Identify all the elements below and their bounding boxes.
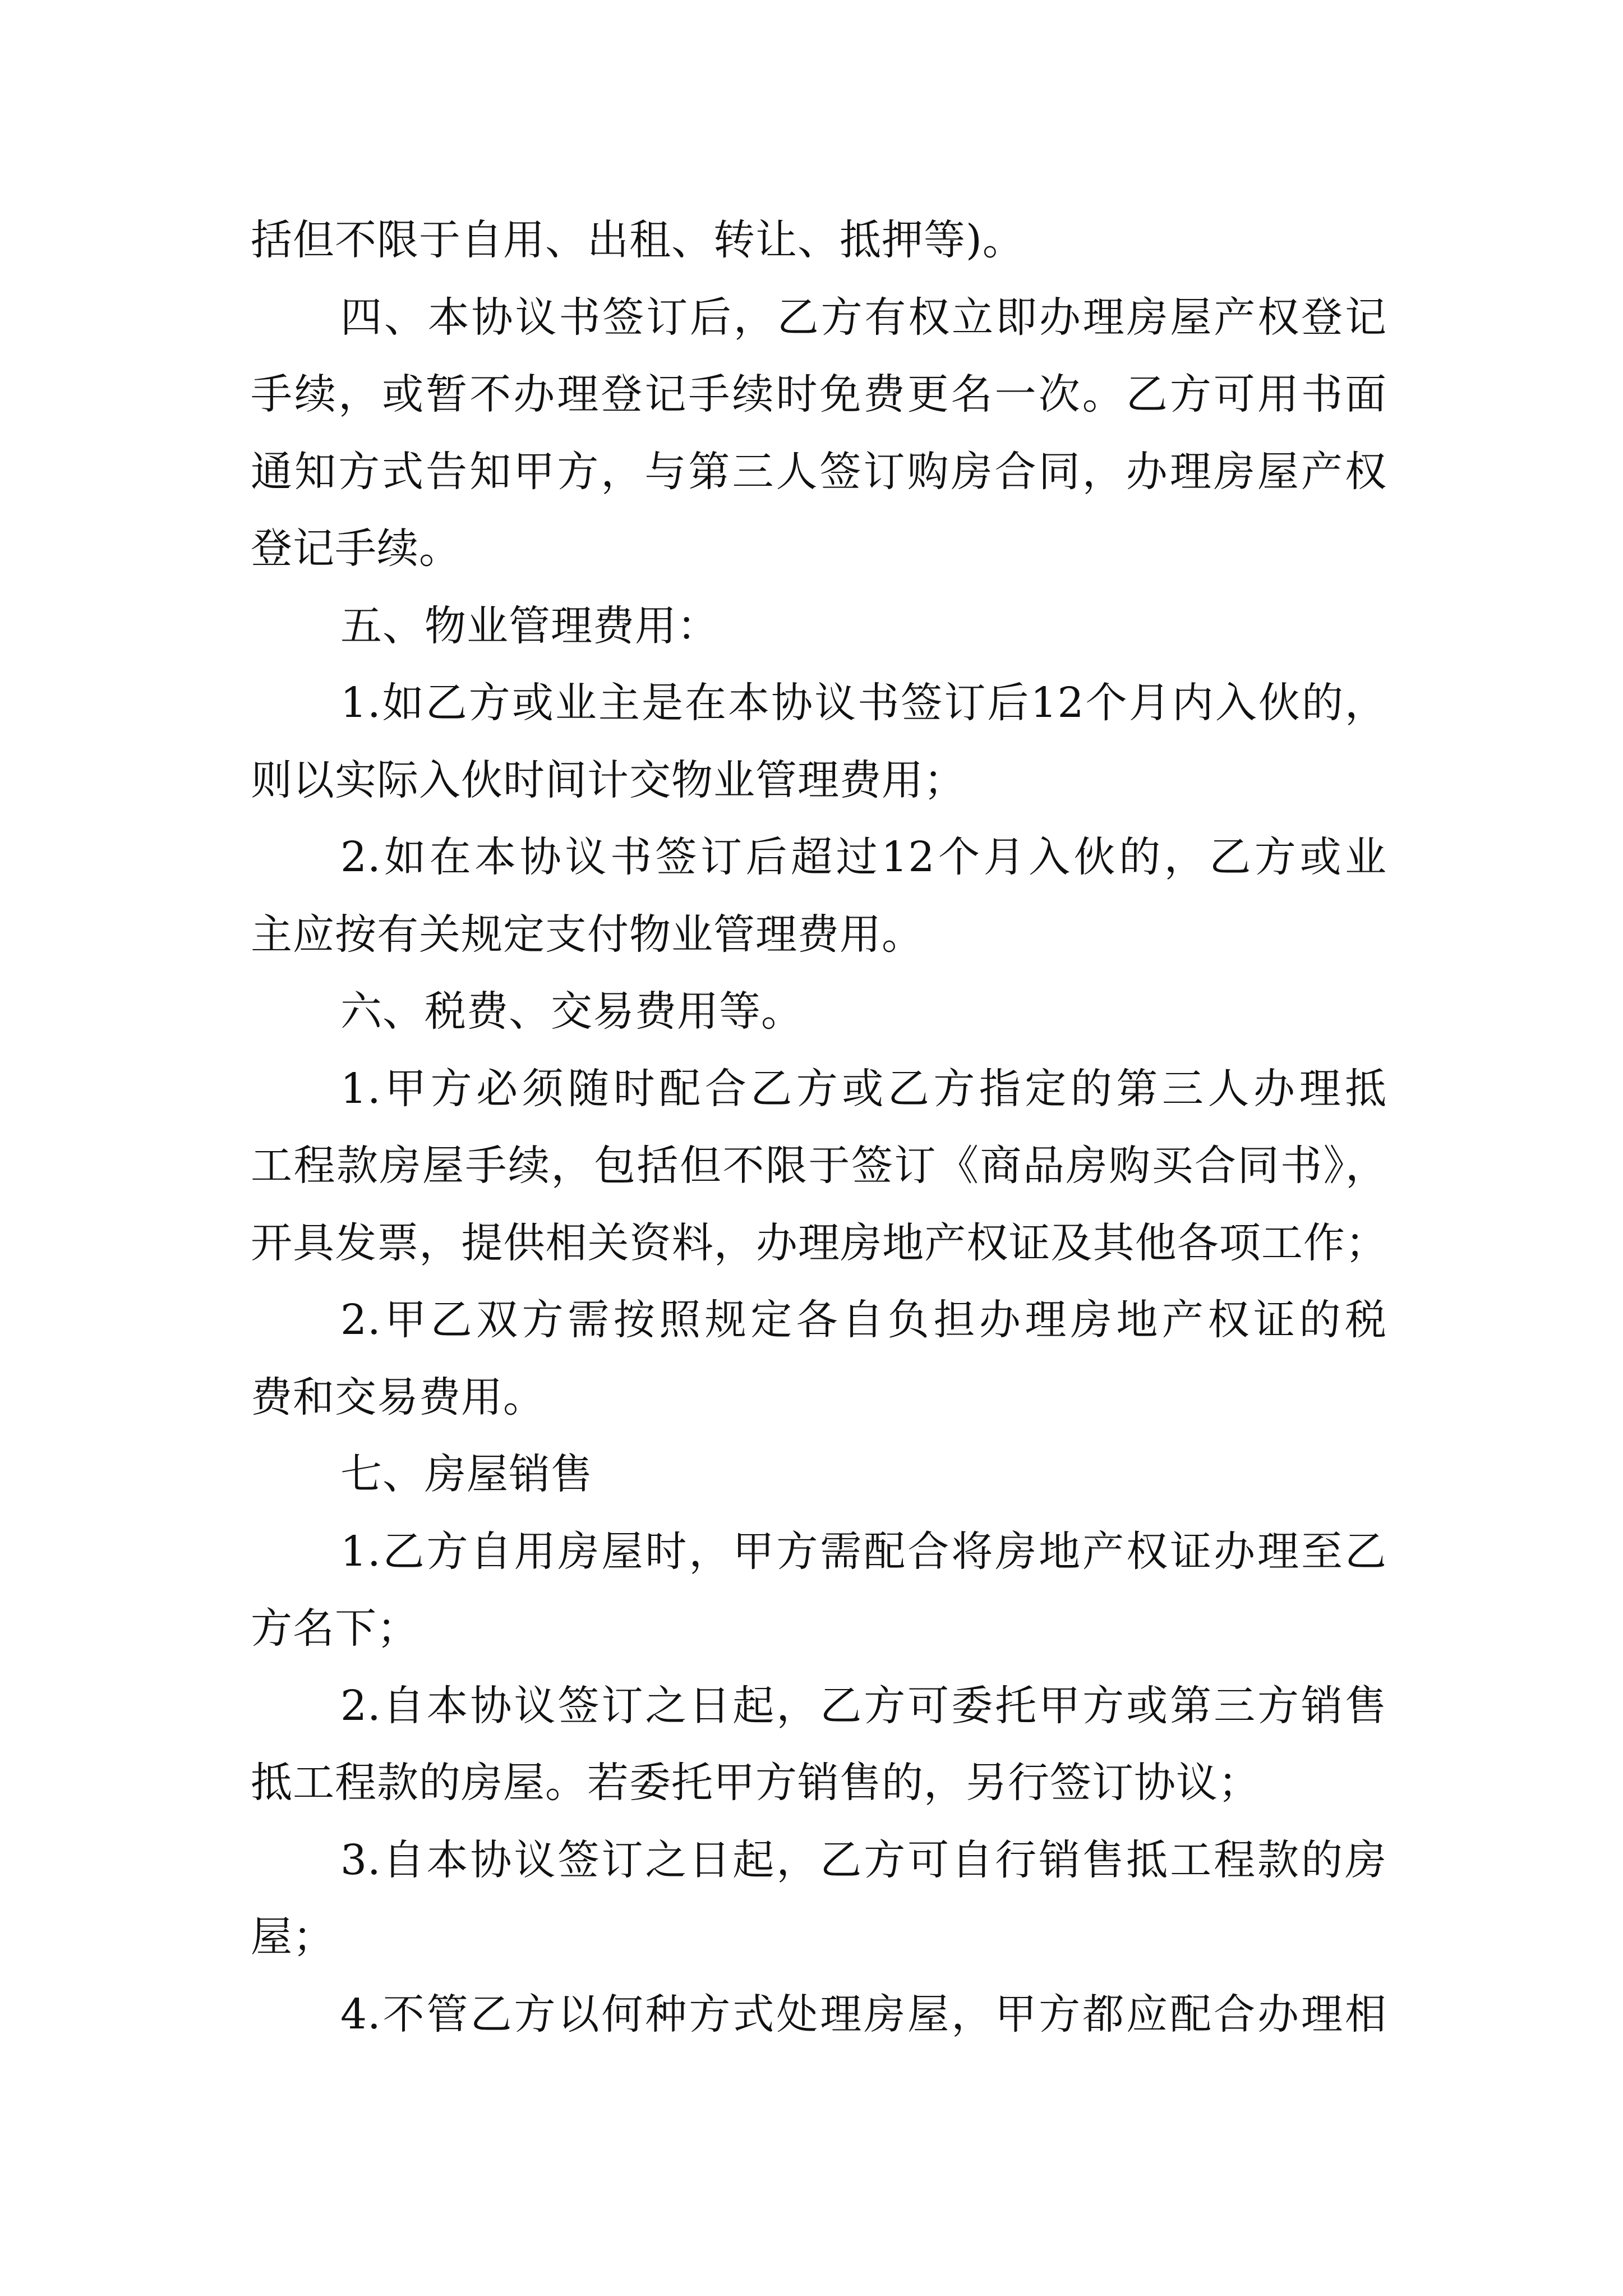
text-line: 3.自本协议签订之日起，乙方可自行销售抵工程款的房: [340, 1835, 1387, 1884]
text-line: 开具发票，提供相关资料，办理房地产权证及其他各项工作；: [251, 1218, 1387, 1267]
text-line: 登记手续。: [251, 524, 461, 573]
paragraph-clause-7-item-2: [251, 1668, 1387, 1822]
text-line: 括但不限于自用、出租、转让、抵押等)。: [251, 216, 1025, 264]
text-line: 2.如在本协议书签订后超过12个月入伙的，乙方或业: [340, 833, 1387, 881]
text-line: 四、本协议书签订后，乙方有权立即办理房屋产权登记: [340, 293, 1387, 342]
paragraph-clause-6-item-1: [251, 1051, 1387, 1282]
text-line: 方名下；: [251, 1604, 419, 1653]
text-line: 4.不管乙方以何种方式处理房屋，甲方都应配合办理相: [340, 1990, 1387, 2039]
paragraph-continuation: [251, 202, 1387, 279]
text-line: 通知方式告知甲方，与第三人签订购房合同，办理房屋产权: [251, 447, 1387, 496]
paragraph-clause-7-item-1: [251, 1513, 1387, 1668]
heading-clause-6: [251, 973, 1387, 1051]
paragraph-clause-4: [251, 279, 1387, 588]
text-line: 屋；: [251, 1913, 335, 1961]
paragraph-clause-5-item-1: [251, 665, 1387, 819]
text-line: 抵工程款的房屋。若委托甲方销售的，另行签订协议；: [251, 1759, 1260, 1807]
paragraph-clause-7-item-3: [251, 1822, 1387, 1976]
paragraph-clause-5-item-2: [251, 819, 1387, 973]
document-body: [251, 202, 1387, 2053]
paragraph-clause-7-item-4: [251, 1976, 1387, 2054]
text-line: 1.乙方自用房屋时，甲方需配合将房地产权证办理至乙: [340, 1527, 1387, 1576]
heading-clause-7: [251, 1436, 1387, 1513]
text-line: 六、税费、交易费用等。: [340, 987, 803, 1036]
text-line: 2.自本协议签订之日起，乙方可委托甲方或第三方销售: [340, 1681, 1387, 1730]
text-line: 2.甲乙双方需按照规定各自负担办理房地产权证的税: [340, 1296, 1387, 1344]
heading-clause-5: [251, 588, 1387, 665]
text-line: 七、房屋销售: [340, 1450, 593, 1498]
paragraph-clause-6-item-2: [251, 1282, 1387, 1436]
text-line: 主应按有关规定支付物业管理费用。: [251, 910, 924, 959]
text-line: 则以实际入伙时间计交物业管理费用；: [251, 756, 966, 804]
text-line: 费和交易费用。: [251, 1373, 545, 1421]
text-line: 1.如乙方或业主是在本协议书签订后12个月内入伙的，: [340, 679, 1387, 727]
text-line: 手续，或暂不办理登记手续时免费更名一次。乙方可用书面: [251, 370, 1387, 418]
text-line: 工程款房屋手续，包括但不限于签订《商品房购买合同书》，: [251, 1142, 1387, 1190]
text-line: 1.甲方必须随时配合乙方或乙方指定的第三人办理抵: [340, 1064, 1387, 1113]
text-line: 五、物业管理费用：: [340, 601, 719, 650]
